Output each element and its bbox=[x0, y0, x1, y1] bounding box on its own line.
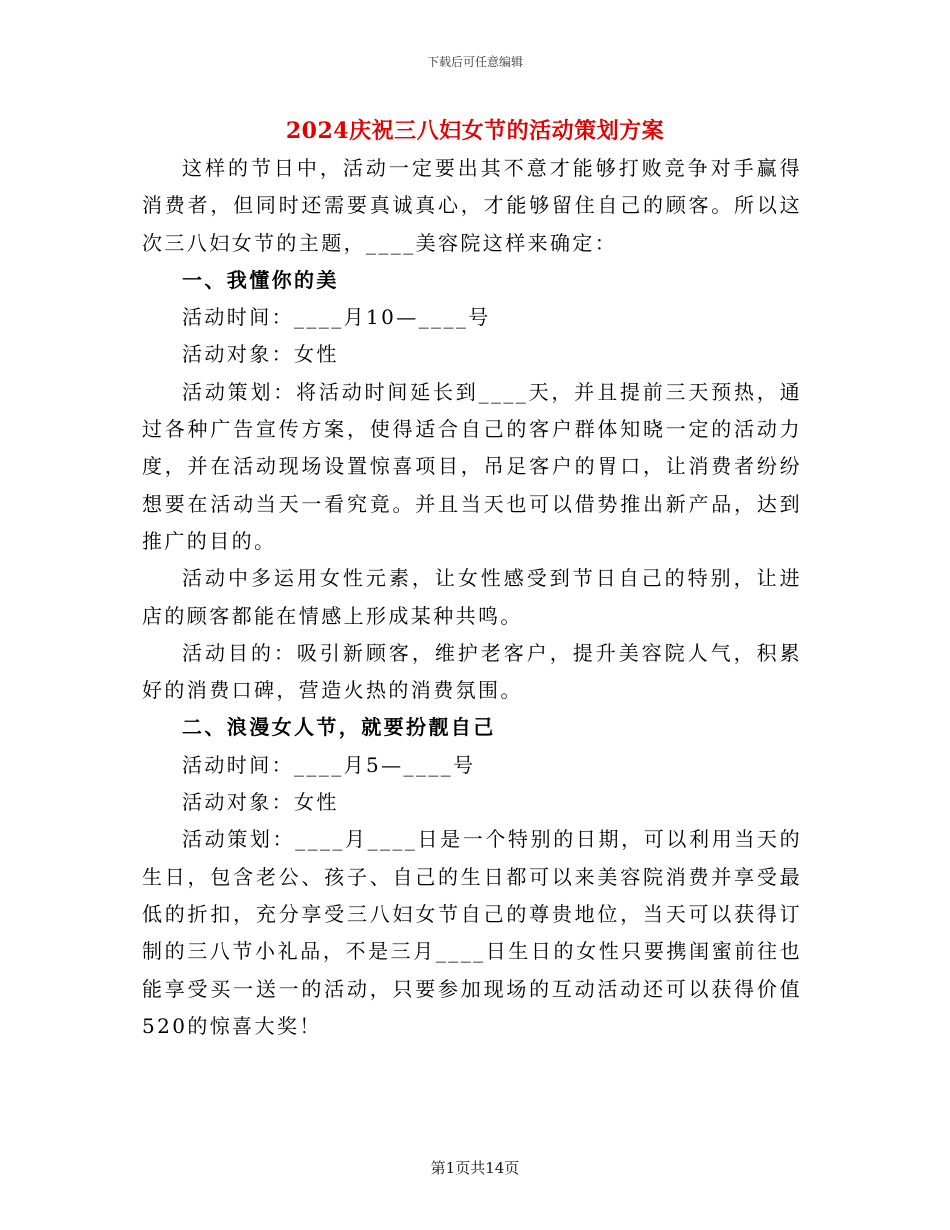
document-title: 2024庆祝三八妇女节的活动策划方案 bbox=[285, 118, 665, 144]
paragraph-goal: 活动目的：吸引新顾客，维护老客户，提升美容院人气，积累好的消费口碑，营造火热的消费氛围。 bbox=[142, 640, 802, 703]
document-body bbox=[142, 150, 802, 1045]
paragraph-time-2: 活动时间：____月5—____号 bbox=[182, 752, 476, 777]
header-note: 下载后可任意编辑 bbox=[426, 55, 523, 69]
page-indicator: 第1页共14页 bbox=[430, 1159, 520, 1177]
paragraph-audience-2: 活动对象：女性 bbox=[182, 790, 339, 815]
section-heading-2: 二、浪漫女人节，就要扮靓自己 bbox=[182, 715, 496, 740]
paragraph-time-1: 活动时间：____月10—____号 bbox=[182, 305, 491, 330]
paragraph-plan-1: 活动策划：将活动时间延长到____天，并且提前三天预热，通过各种广告宣传方案，使得适合自己的客户群体知晓一定的活动力度，并在活动现场设置惊喜项目，吊足客户的胃口，让消费者纷纷想要在活动当天一看究竟。并且当天也可以借势推出新产品，达到推广的目的。 bbox=[142, 379, 802, 553]
paragraph-plan-2: 活动策划：____月____日是一个特别的日期，可以利用当天的生日，包含老公、孩子、自己的生日都可以来美容院消费并享受最低的折扣，充分享受三八妇女节自己的尊贵地位，当天可以获得订制的三八节小礼品，不是三月____日生日的女性只要携闺蜜前往也能享受买一送一的活动，只要参加现场的互动活动还可以获得价值520的惊喜大奖！ bbox=[142, 827, 802, 1038]
paragraph-audience-1: 活动对象：女性 bbox=[182, 342, 339, 367]
section-heading-1: 一、我懂你的美 bbox=[182, 267, 339, 292]
paragraph-intro: 这样的节日中，活动一定要出其不意才能够打败竞争对手赢得消费者，但同时还需要真诚真心，才能够留住自己的顾客。所以这次三八妇女节的主题，____美容院这样来确定： bbox=[142, 156, 802, 255]
paragraph-elements: 活动中多运用女性元素，让女性感受到节日自己的特别，让进店的顾客都能在情感上形成某种共鸣。 bbox=[142, 566, 802, 628]
